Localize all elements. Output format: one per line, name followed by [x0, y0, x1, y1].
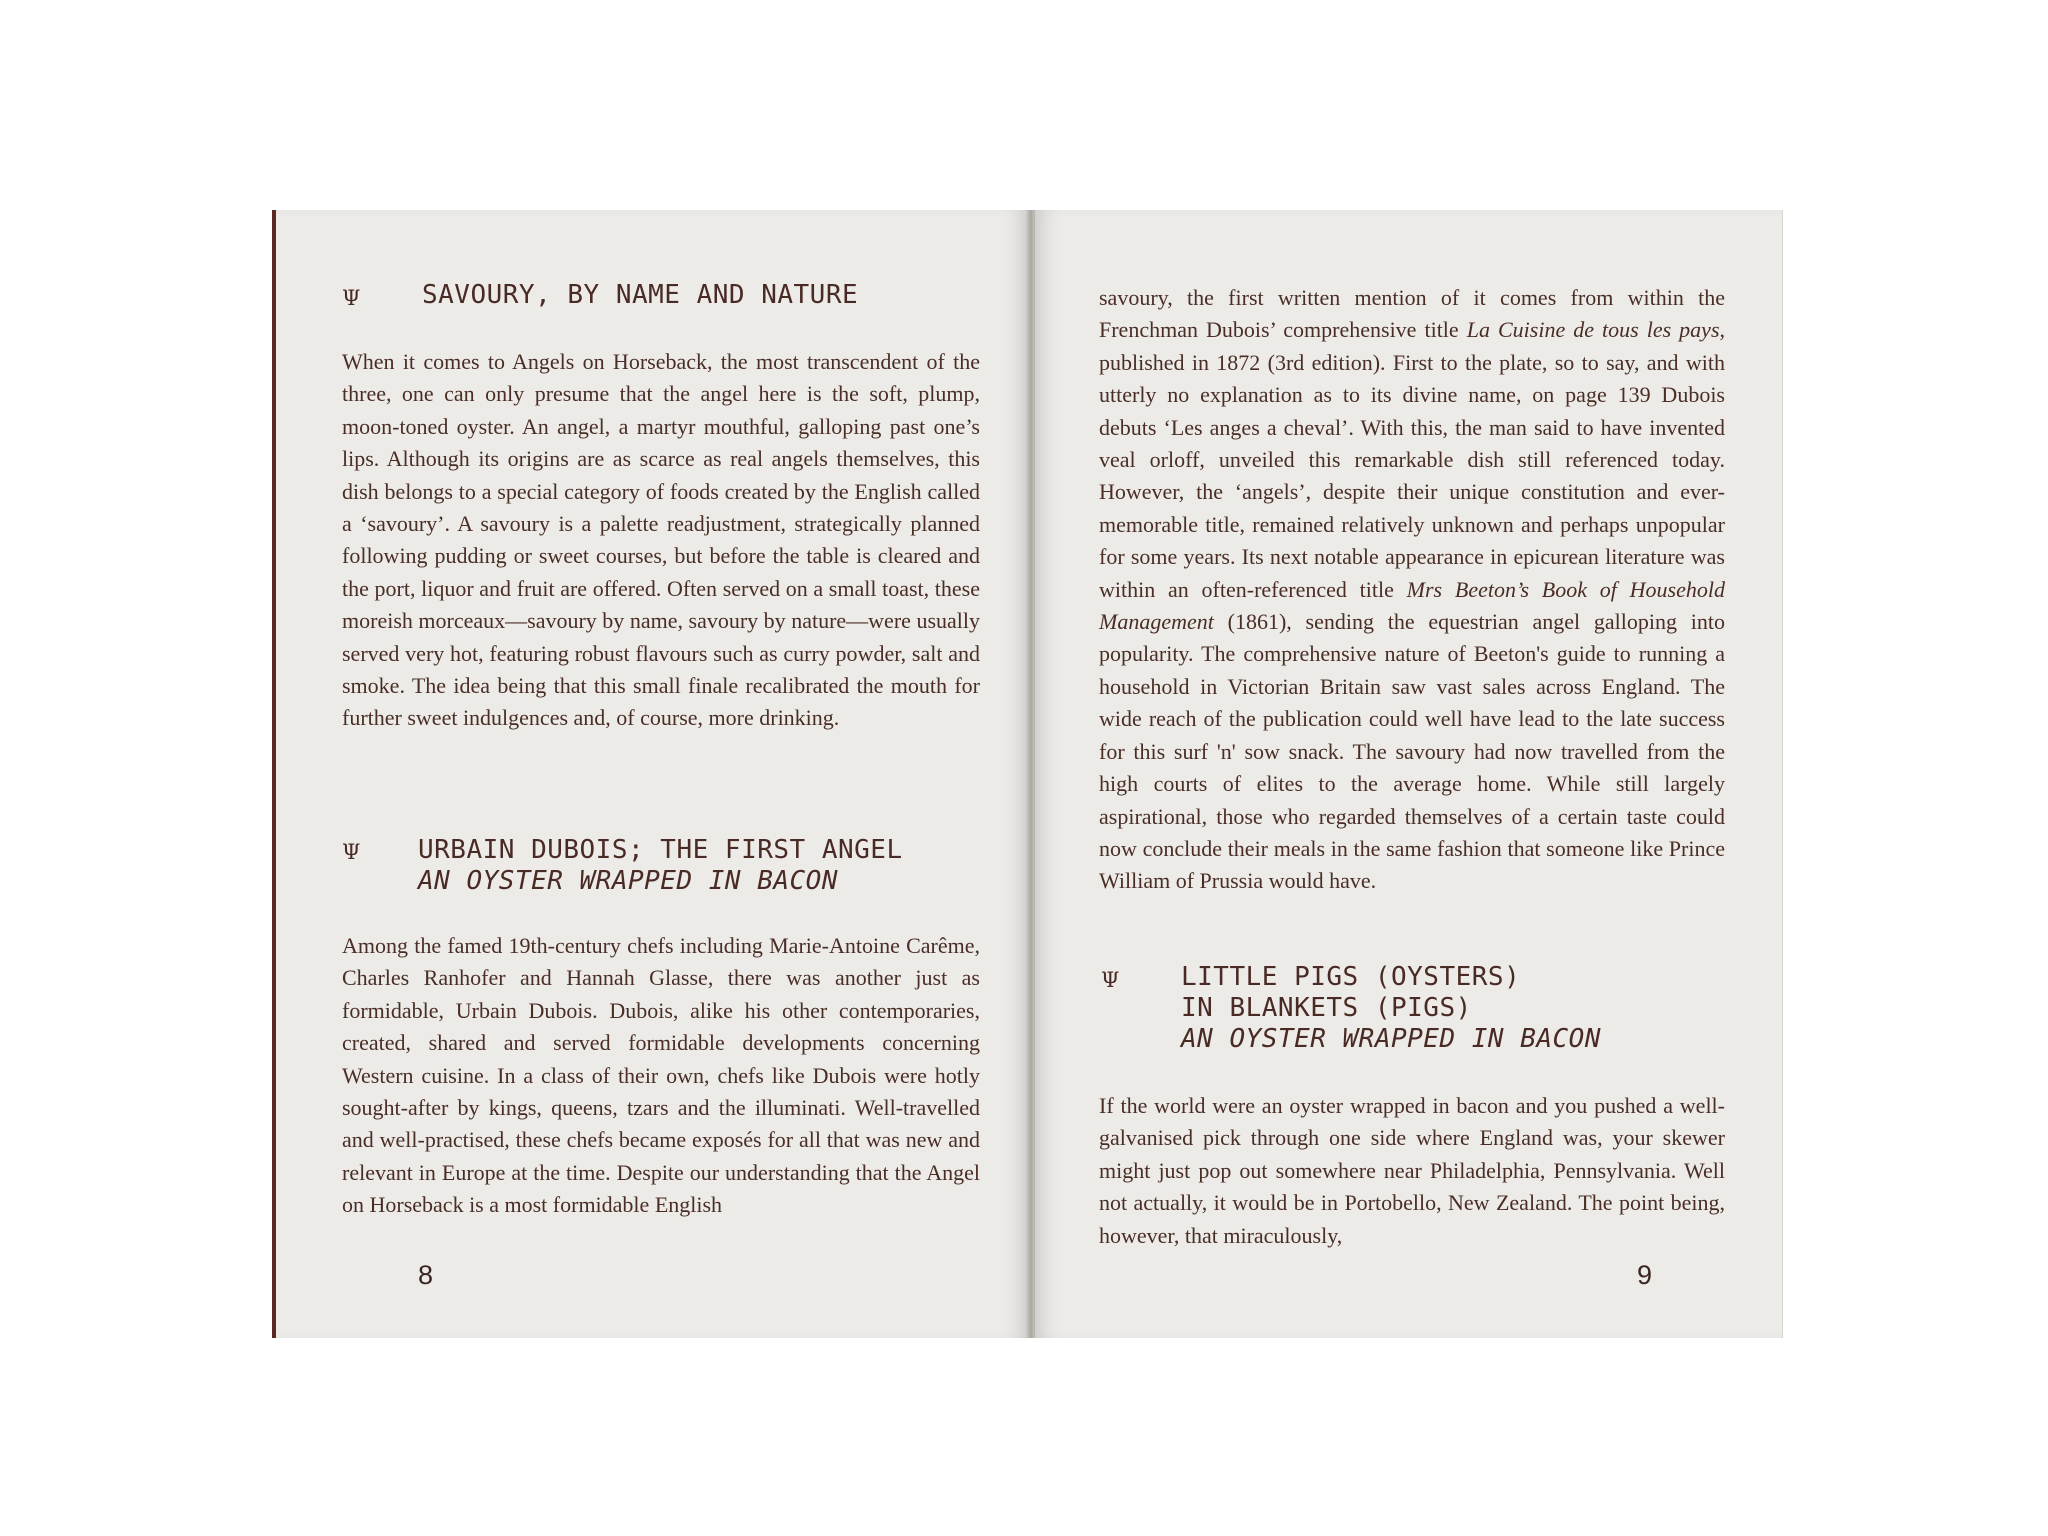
paragraph-text: When it comes to Angels on Horseback, the most transcendent of the three, one can only presume that the angel here is the soft, plump, moon-toned oyster. An angel, a martyr mouthful, galloping past one’s lips. Although its origins are as scarce as real angels themselves, this dish belongs to a special category of foods created by the English called a ‘savoury’. A savoury is a palette readjustment, strategically planned following pudding or sweet courses, but before the table is cleared and the port, liquor and fruit are offered. Often served on a small toast, these moreish morceaux—savoury by name, savoury by nature—were usually served very hot, featuring robust flavours such as curry powder, salt and smoke. The idea being that this small finale recalibrated the mouth for further sweet indulgences and, of course, more drinking.	[342, 349, 980, 731]
body-paragraph-continued	[1099, 282, 1725, 898]
left-page	[272, 210, 1028, 1338]
body-paragraph-dubois	[342, 930, 980, 1222]
page-number-left: 8	[418, 1260, 434, 1290]
page-number-right: 9	[1637, 1260, 1653, 1290]
text-run: (1861), sending the equestrian angel galloping into popularity. The comprehensive nature of Beeton's guide to running a household in Victorian Britain saw vast sales across England. The wide reach of the publication could well have lead to the late success for this surf 'n' sow snack. The savoury had now travelled from the high courts of elites to the average home. While still largely aspirational, those who regarded themselves of a certain taste could now conclude their meals in the same fashion that someone like Prince William of Prussia would have.	[1099, 609, 1725, 894]
section-heading-savoury	[422, 280, 858, 311]
heading-text: LITTLE PIGS (OYSTERS)	[1181, 962, 1521, 992]
heading-text: IN BLANKETS (PIGS)	[1181, 993, 1472, 1023]
heading-text: URBAIN DUBOIS; THE FIRST ANGEL	[418, 835, 903, 865]
book-spread	[272, 210, 1782, 1338]
right-page	[1034, 210, 1782, 1338]
book-title-italic: La Cuisine de tous les pays	[1466, 317, 1720, 343]
book-title-italic: Mrs Beeton’s Book of Household Management	[1099, 576, 1725, 635]
text-run: , published in 1872 (3rd edition). First to the plate, so to say, and with utterly no explanation as to its divine name, on page 139 Dubois debuts ‘Les anges a cheval’. With this, the man said to have invented veal orloff, unveiled this remarkable dish still referenced today. However, the ‘angels’, despite their unique constitution and ever-memorable title, remained relatively unknown and perhaps unpopular for some years. Its next notable appearance in epicurean literature was within an often-referenced title	[1099, 317, 1726, 602]
psi-symbol-icon: Ψ	[1101, 968, 1120, 992]
heading-subtitle: AN OYSTER WRAPPED IN BACON	[1181, 1024, 1601, 1054]
paragraph-text: Among the famed 19th-century chefs including Marie-Antoine Carême, Charles Ranhofer and Hannah Glasse, there was another just as formidable, Urbain Dubois. Dubois, alike his other contemporaries, created, shared and served formidable developments concerning Western cuisine. In a class of their own, chefs like Dubois were hotly sought-after by kings, queens, tzars and the illuminati. Well-travelled and well-practised, these chefs became exposés for all that was new and relevant in Europe at the time. Despite our understanding that the Angel on Horseback is a most formidable English	[342, 933, 980, 1218]
psi-symbol-icon: Ψ	[342, 840, 361, 864]
body-paragraph-savoury	[342, 346, 980, 735]
section-heading-little-pigs	[1181, 962, 1601, 1055]
text-run: savoury, the first written mention of it comes from within the Frenchman Dubois’ comprehensive title	[1099, 285, 1725, 343]
heading-text: SAVOURY, BY NAME AND NATURE	[422, 280, 859, 310]
section-heading-dubois	[418, 835, 903, 897]
heading-subtitle: AN OYSTER WRAPPED IN BACON	[418, 866, 838, 896]
paragraph-text	[1099, 282, 1725, 898]
psi-symbol-icon: Ψ	[342, 286, 361, 310]
paragraph-text: If the world were an oyster wrapped in bacon and you pushed a well-galvanised pick through one side where England was, your skewer might just pop out somewhere near Philadelphia, Pennsylvania. Well not actually, it would be in Portobello, New Zealand. The point being, however, that miraculously,	[1099, 1093, 1725, 1248]
body-paragraph-little-pigs	[1099, 1090, 1725, 1252]
